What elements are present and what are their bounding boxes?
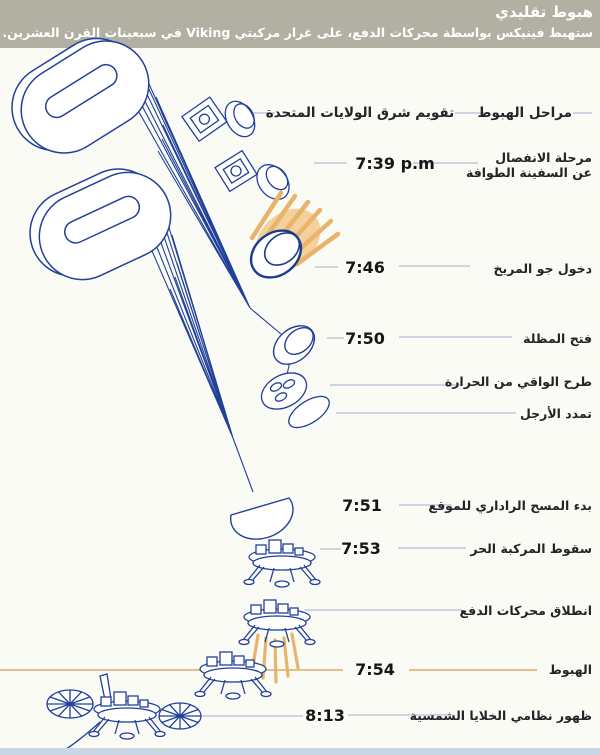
stage-label-separation-line1: مرحلة الانفصال [495,150,592,165]
stage-label-parachute: فتح المظلة [523,331,592,346]
column-header-stages: مراحل الهبوط [477,105,572,121]
stage-label-heat-shield: طرح الواقي من الحرارة [444,374,592,389]
heat-shield-jettison-icon [255,366,334,434]
time-free-fall: 7:53 [341,539,381,558]
free-fall-lander-icon [244,540,320,587]
cruise-stage-separation-icon [215,151,296,206]
solar-array-deployed-lander-icon [47,674,201,753]
time-entry: 7:46 [345,258,385,277]
stage-label-free-fall: سقوط المركبة الحر [470,541,592,556]
radar-parachute-icon [231,498,293,539]
parachute-deploy-capsule-icon [266,318,322,372]
stage-label-entry: دخول جو المريخ [493,261,592,276]
time-separation: 7:39 p.m [355,154,435,173]
aeroshell-closeup-top-icon [0,19,165,173]
cruise-stage-attached-icon [182,96,261,142]
stage-label-radar-scan: بدء المسح الراداري للموقع [428,498,592,513]
atmospheric-entry-fireball-icon [242,193,338,287]
touchdown-lander-icon [195,652,271,699]
time-touchdown: 7:54 [355,660,395,679]
page-title: هبوط تقليدي [495,3,593,21]
time-parachute: 7:50 [345,329,385,348]
stage-label-thrusters: انطلاق محركات الدفع [459,603,592,618]
stage-label-legs-extend: تمدد الأرجل [519,406,592,421]
column-header-time: تقويم شرق الولايات المتحدة [265,105,455,121]
aeroshell-closeup-bottom-icon [16,152,185,297]
time-radar-scan: 7:51 [342,496,382,515]
page-subtitle: ستهبط فينيكس بواسطة محركات الدفع، على غرار مركبتي Viking في سبعينات القرن العشرين. [2,25,593,40]
stage-label-touchdown: الهبوط [548,662,592,677]
time-solar-arrays: 8:13 [305,706,345,725]
stage-label-solar-arrays: ظهور نظامي الخلايا الشمسية [409,708,592,723]
footer-band [0,748,600,755]
stage-label-separation-line2: عن السفينة الطوافة [465,165,592,180]
